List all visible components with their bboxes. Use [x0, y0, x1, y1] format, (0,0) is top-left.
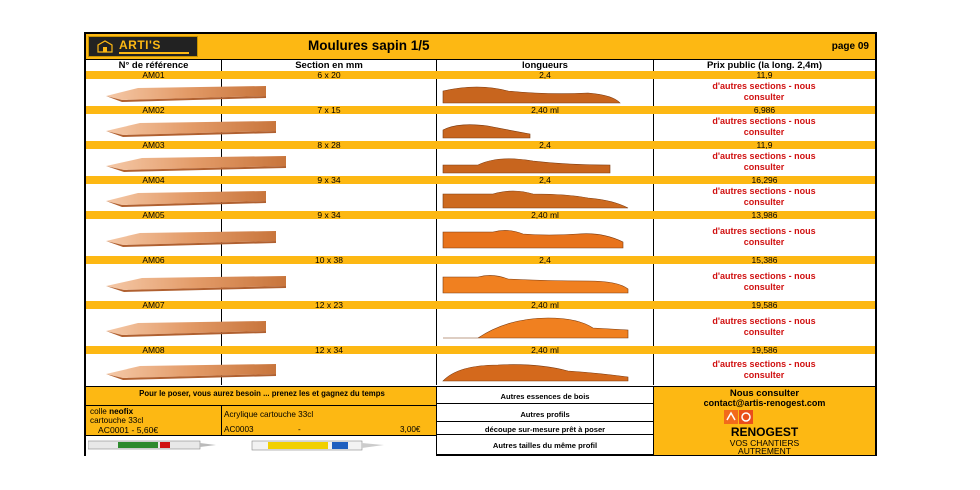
row-price: 11,9: [756, 70, 773, 80]
contact-note-line1: d'autres sections - nous: [712, 316, 816, 326]
renogest-logo-icon: [724, 410, 754, 424]
row-length: 2,4: [539, 175, 551, 185]
row-ref: AM07: [142, 300, 165, 310]
col-header-section: Section en mm: [222, 60, 436, 71]
row-section: 9 x 34: [317, 175, 341, 185]
row-section: 7 x 15: [317, 105, 341, 115]
row-length: 2,40 ml: [531, 345, 559, 355]
footer-products: [86, 387, 436, 455]
product1-desc: cartouche 33cl: [90, 416, 144, 425]
footer-intro: Pour le poser, vous aurez besoin ... prenez les et gagnez du temps: [139, 389, 385, 398]
row-price: 15,386: [751, 255, 778, 265]
moulding-section-profile: [438, 271, 638, 300]
product2-dash: -: [298, 425, 301, 434]
contact-note: [654, 226, 874, 248]
brand-name: RENOGEST: [730, 425, 799, 439]
table-row: [86, 71, 875, 79]
moulding-side-image: [106, 360, 286, 387]
logo-text: ARTI'S: [119, 38, 161, 52]
row-price: 11,9: [756, 140, 773, 150]
product1-code: AC0001 - 5,60€: [98, 425, 159, 435]
moulding-side-image: [106, 117, 286, 144]
contact-note-line2: consulter: [743, 237, 785, 247]
row-length: 2,40 ml: [531, 105, 559, 115]
row-section: 12 x 34: [315, 345, 343, 355]
contact-note-line2: consulter: [743, 369, 785, 380]
contact-note: [654, 316, 874, 338]
moulding-side-image: [106, 152, 296, 179]
contact-note-line2: consulter: [743, 92, 785, 102]
row-ref: AM04: [142, 175, 165, 185]
row-ref: AM06: [142, 255, 165, 265]
divider: [86, 405, 436, 406]
moulding-section-profile: [438, 226, 638, 255]
contact-note: [654, 81, 874, 103]
row-length: 2,40 ml: [531, 300, 559, 310]
table-row: [86, 346, 875, 354]
contact-note-line1: d'autres sections - nous: [712, 358, 816, 369]
contact-note-line1: d'autres sections - nous: [712, 271, 816, 281]
product2-price: 3,00€: [400, 425, 421, 434]
divider: [437, 403, 653, 404]
moulding-side-image: [106, 187, 276, 214]
col-header-length: longueurs: [437, 60, 653, 71]
moulding-side-image: [106, 272, 296, 299]
catalog-page: [84, 32, 877, 456]
page-header: [86, 34, 875, 60]
contact-note-line2: consulter: [743, 162, 785, 172]
contact-note: [654, 186, 874, 208]
contact-note: [654, 151, 874, 173]
moulding-side-image: [106, 82, 276, 109]
table-row: [86, 141, 875, 149]
row-ref: AM02: [142, 105, 165, 115]
contact-note-line1: d'autres sections - nous: [712, 151, 816, 161]
divider: [437, 421, 653, 422]
product2-code: AC0003: [224, 425, 254, 434]
contact-note-line1: d'autres sections - nous: [712, 226, 816, 236]
contact-note-line1: d'autres sections - nous: [712, 81, 816, 91]
divider: [221, 405, 222, 435]
moulding-section-profile: [438, 316, 638, 345]
table-row: [86, 176, 875, 184]
footer: [86, 386, 875, 456]
glue-tube-image: [88, 439, 218, 451]
row-length: 2,40 ml: [531, 210, 559, 220]
col-header-ref: N° de référence: [86, 60, 221, 71]
contact-box: [654, 387, 875, 455]
divider: [437, 434, 653, 435]
table-row: [86, 106, 875, 114]
row-section: 10 x 38: [315, 255, 343, 265]
col-header-price: Prix public (la long. 2,4m): [654, 60, 875, 71]
brand-logo: [88, 36, 198, 57]
contact-note-line1: d'autres sections - nous: [712, 116, 816, 126]
row-ref: AM03: [142, 140, 165, 150]
moulding-side-image: [106, 227, 286, 254]
moulding-section-profile: [438, 359, 638, 388]
row-section: 9 x 34: [317, 210, 341, 220]
option-cutting: découpe sur-mesure prêt à poser: [484, 425, 606, 434]
row-ref: AM05: [142, 210, 165, 220]
row-price: 19,586: [751, 300, 778, 310]
product1-name: colle neofix: [90, 407, 134, 416]
row-price: 19,586: [751, 345, 778, 355]
option-profiles: Autres profils: [520, 410, 570, 419]
row-length: 2,4: [539, 140, 551, 150]
table-row: [86, 256, 875, 264]
row-price: 13,986: [751, 210, 778, 220]
option-woods: Autres essences de bois: [500, 392, 590, 401]
table-row: [86, 301, 875, 309]
brand-slogan-line1: VOS CHANTIERS: [729, 438, 800, 448]
contact-note: [654, 271, 874, 293]
row-length: 2,4: [539, 70, 551, 80]
row-price: 16,296: [751, 175, 778, 185]
row-price: 6,986: [753, 105, 776, 115]
row-length: 2,4: [539, 255, 551, 265]
page-title: Moulures sapin 1/5: [308, 38, 430, 53]
contact-title: Nous consulter: [729, 388, 800, 399]
contact-note: [654, 116, 874, 138]
row-section: 12 x 23: [315, 300, 343, 310]
contact-email[interactable]: contact@artis-renogest.com: [703, 398, 826, 408]
row-section: 6 x 20: [317, 70, 341, 80]
contact-note-line2: consulter: [743, 127, 785, 137]
table-row: [86, 211, 875, 219]
logo-underline: [119, 52, 189, 54]
page-number: page 09: [831, 41, 869, 52]
contact-note-line1: d'autres sections - nous: [712, 186, 816, 196]
option-sizes: Autres tailles du même profil: [492, 441, 598, 450]
contact-note: [654, 359, 874, 381]
row-ref: AM01: [142, 70, 165, 80]
row-section: 8 x 28: [317, 140, 341, 150]
moulding-side-image: [106, 317, 276, 344]
house-icon: [97, 40, 113, 53]
contact-note-line2: consulter: [743, 197, 785, 207]
contact-note-line2: consulter: [743, 282, 785, 292]
brand-slogan-line2: AUTREMENT: [738, 446, 791, 456]
row-ref: AM08: [142, 345, 165, 355]
product-images: [86, 436, 436, 456]
contact-note-line2: consulter: [743, 327, 785, 337]
product2-name: Acrylique cartouche 33cl: [224, 410, 314, 419]
sealant-tube-image: [248, 438, 388, 452]
